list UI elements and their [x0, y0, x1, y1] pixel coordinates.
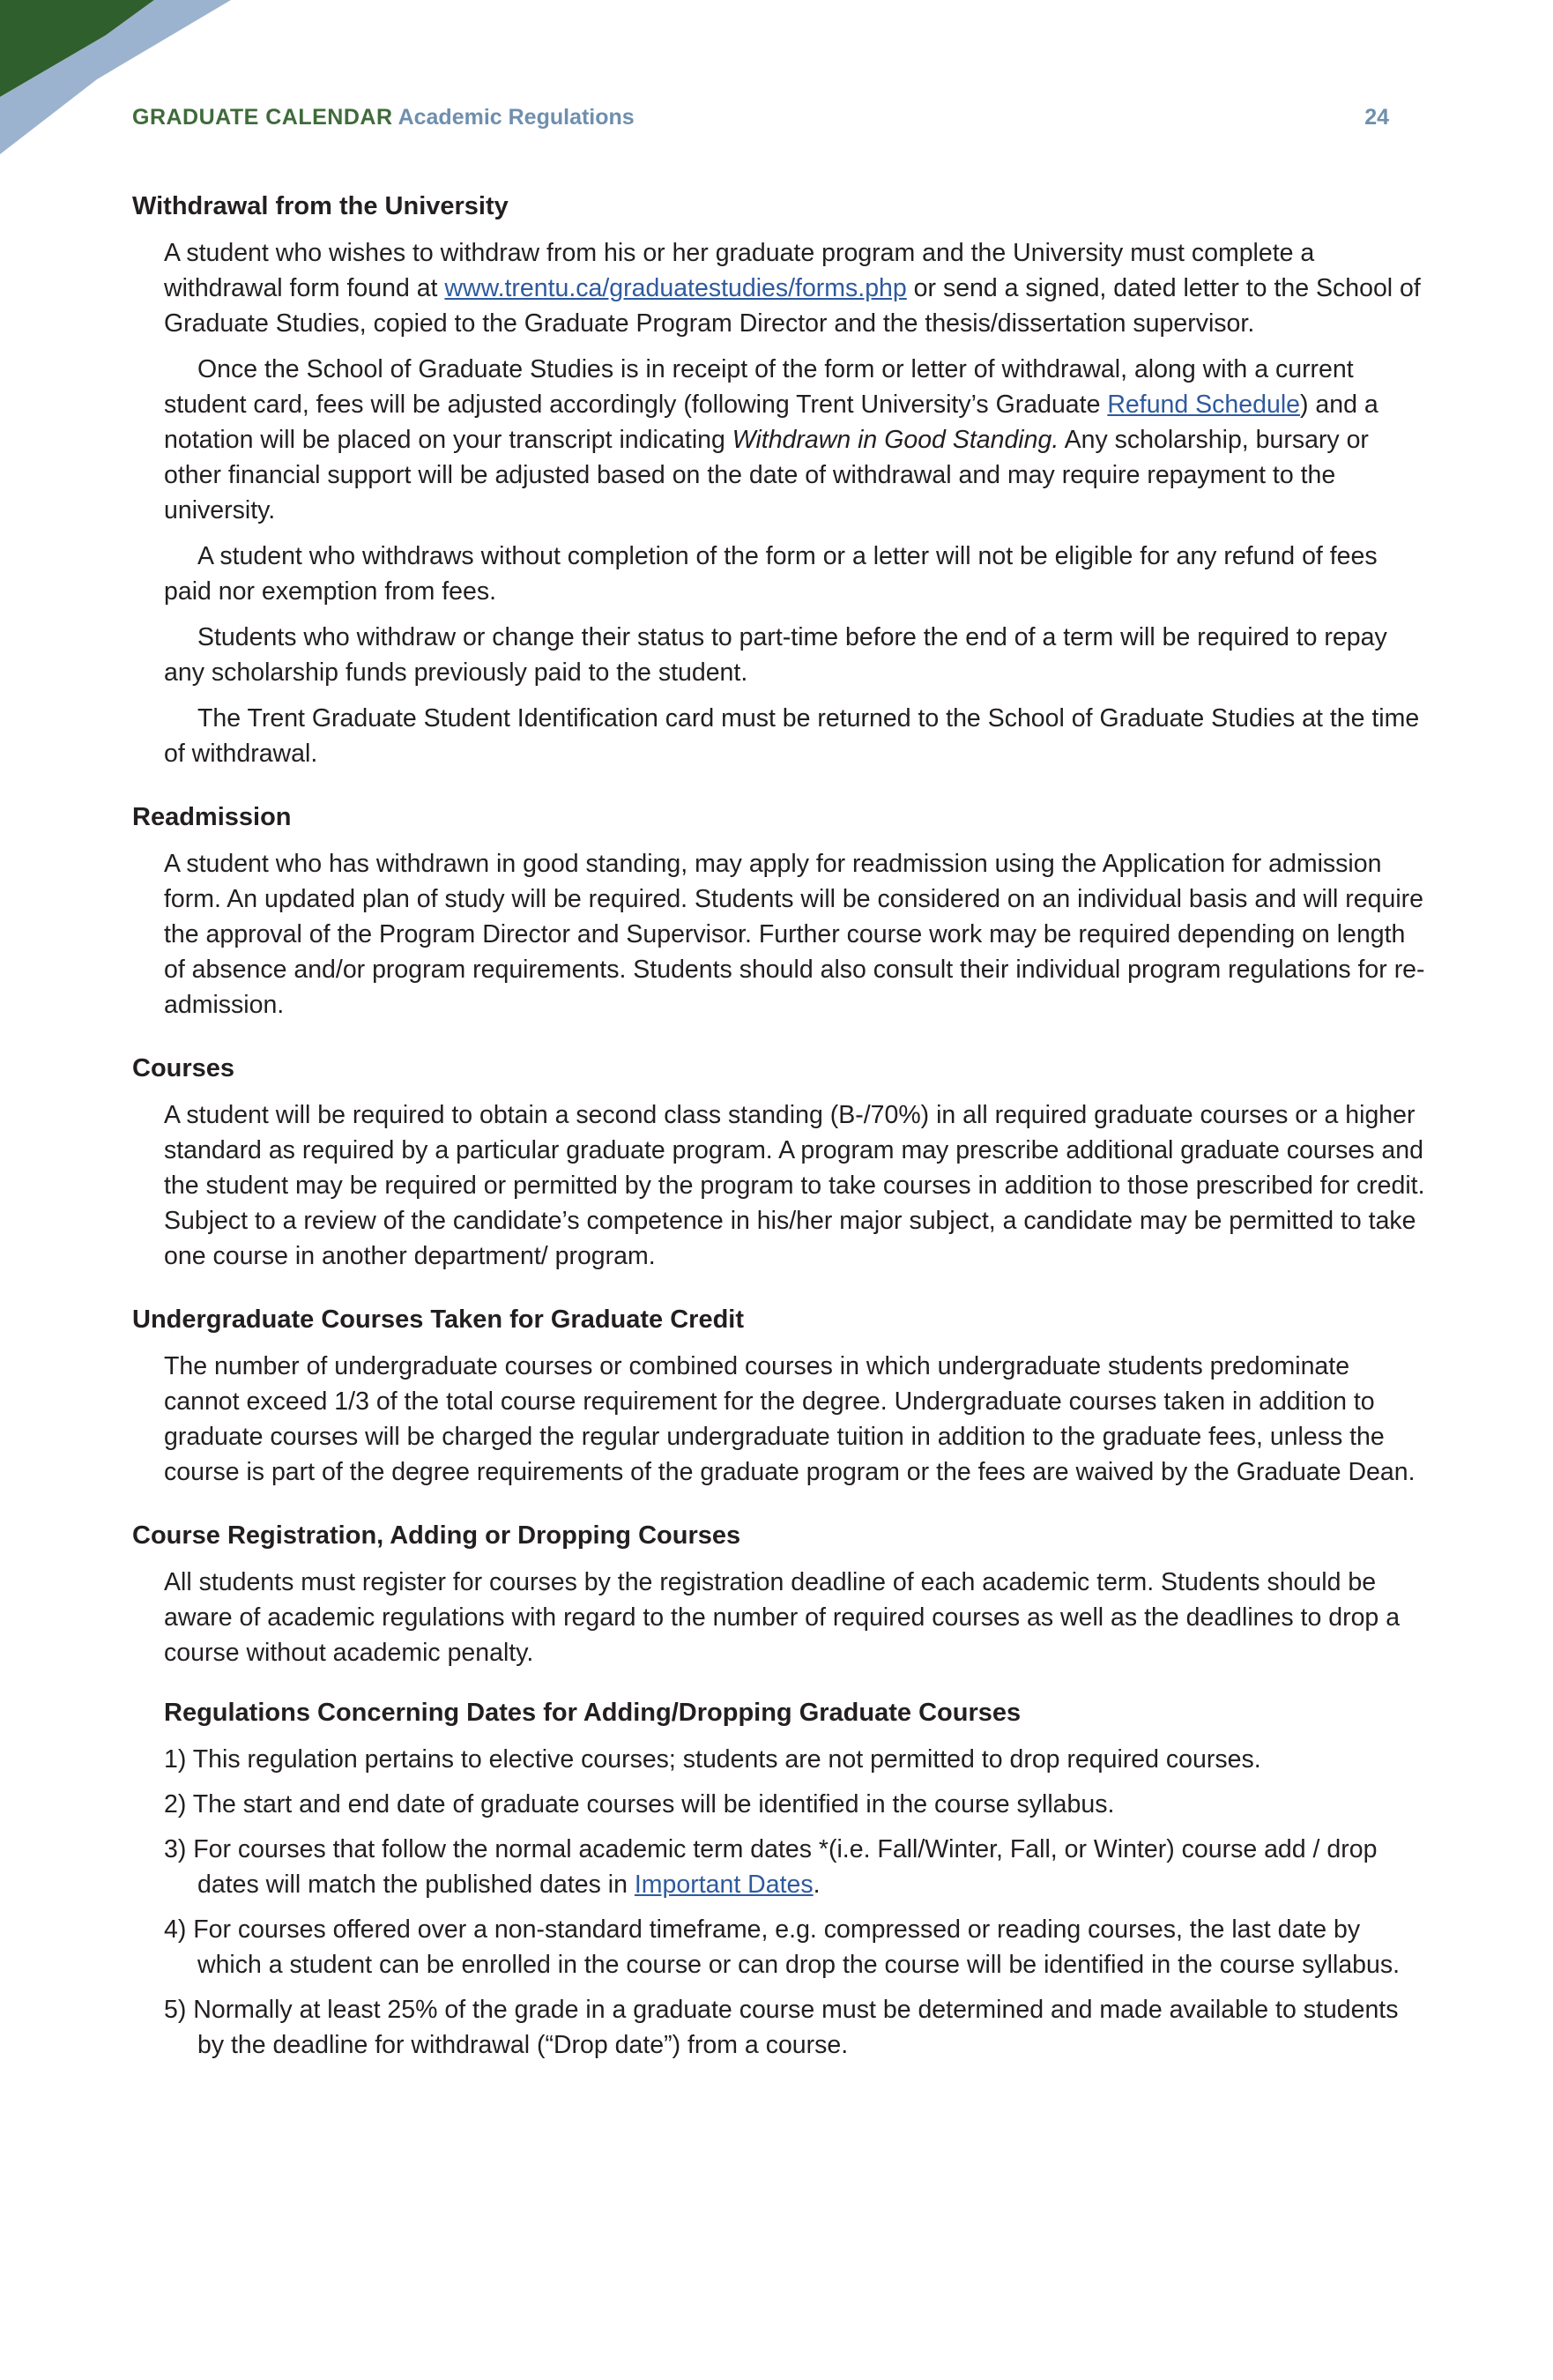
section-undergrad-credit — [132, 1302, 1428, 1490]
list-item — [164, 1832, 1428, 1902]
list-item: 5) Normally at least 25% of the grade in a graduate course must be determined and made available to students by the deadline for withdrawal (“Drop date”) from a course. — [164, 1996, 1399, 2059]
refund-schedule-link[interactable]: Refund Schedule — [1107, 390, 1301, 419]
withdrawal-p1-text-b: or send a signed, dated letter to the School of Graduate Studies, copied to the Graduate Program Director and the thesis/dissertation supervisor. — [164, 274, 1421, 338]
withdrawal-p2-text-b: ) and a notation will be placed on your transcript indicating — [164, 390, 1378, 454]
registration-paragraph: All students must register for courses by the registration deadline of each academic term. Students should be aware of academic regulations with regard to the number of required courses as well as the deadlines to drop a course without academic penalty. — [164, 1568, 1401, 1667]
add-drop-subheading: Regulations Concerning Dates for Adding/Dropping Graduate Courses — [164, 1699, 1022, 1727]
section-label: Academic Regulations — [398, 105, 635, 130]
courses-paragraph: A student will be required to obtain a second class standing (B-/70%) in all required graduate courses or a higher standard as required by a particular graduate program. A program may prescribe additional graduate courses and the student may be required or permitted by the program to take courses in addition to those prescribed for credit. Subject to a review of the candidate’s competence in his/her major subject, a candidate may be permitted to take one course in another department/ program. — [164, 1101, 1425, 1270]
section-readmission — [132, 800, 1428, 1023]
list-item: 2) The start and end date of graduate courses will be identified in the course syllabus. — [164, 1790, 1115, 1818]
withdrawal-paragraph-2 — [164, 352, 1428, 528]
withdrawal-p2-text-a: Once the School of Graduate Studies is in receipt of the form or letter of withdrawal, along with a current student card, fees will be adjusted accordingly (following Trent University’s Graduate — [164, 355, 1354, 419]
corner-decoration — [0, 0, 256, 167]
section-courses — [132, 1051, 1428, 1274]
courses-heading: Courses — [132, 1054, 235, 1082]
withdrawal-p1-text-a: A student who wishes to withdraw from his or her graduate program and the University must complete a withdrawal form found at — [164, 239, 1315, 302]
page-number: 24 — [1364, 105, 1389, 130]
important-dates-link[interactable]: Important Dates — [634, 1871, 814, 1899]
withdrawal-paragraph-5: The Trent Graduate Student Identification card must be returned to the School of Graduate Studies at the time of withdrawal. — [164, 704, 1420, 768]
withdrawal-paragraph-1 — [164, 235, 1428, 341]
withdrawal-paragraph-3: A student who withdraws without completion of the form or a letter will not be eligible for any refund of fees paid nor exemption from fees. — [164, 542, 1378, 606]
forms-link[interactable]: www.trentu.ca/graduatestudies/forms.php — [444, 274, 907, 302]
withdrawal-paragraph-4: Students who withdraw or change their status to part-time before the end of a term will be required to repay any scholarship funds previously paid to the student. — [164, 623, 1387, 687]
item3-text-b: . — [813, 1871, 821, 1899]
page-header — [132, 102, 1389, 132]
withdrawal-heading: Withdrawal from the University — [132, 192, 509, 220]
page-content — [132, 189, 1428, 2091]
list-item: 4) For courses offered over a non-standard timeframe, e.g. compressed or reading courses, the last date by which a student can be enrolled in the course or can drop the course will be identified in the course syllabus. — [164, 1915, 1401, 1979]
calendar-label: GRADUATE CALENDAR — [132, 105, 393, 130]
undergrad-paragraph: The number of undergraduate courses or combined courses in which undergraduate students predominate cannot exceed 1/3 of the total course requirement for the degree. Undergraduate courses taken in addition to graduate courses will be charged the regular undergraduate tuition in addition to the graduate fees, unless the course is part of the degree requirements of the graduate program or the fees are waived by the Graduate Dean. — [164, 1352, 1416, 1486]
add-drop-list — [132, 1742, 1428, 2063]
withdrawal-p2-text-c: Any scholarship, bursary or other financial support will be adjusted based on the date of withdrawal and may require repayment to the university. — [164, 426, 1369, 524]
registration-heading: Course Registration, Adding or Dropping Courses — [132, 1521, 741, 1550]
section-registration — [132, 1518, 1428, 2063]
list-item: 1) This regulation pertains to elective courses; students are not permitted to drop required courses. — [164, 1745, 1261, 1774]
readmission-heading: Readmission — [132, 803, 292, 831]
withdrawn-good-standing-text: Withdrawn in Good Standing. — [732, 426, 1059, 454]
section-withdrawal — [132, 189, 1428, 771]
readmission-paragraph: A student who has withdrawn in good standing, may apply for readmission using the Application for admission form. An updated plan of study will be required. Students will be considered on an individual basis and will require the approval of the Program Director and Supervisor. Further course work may be required depending on length of absence and/or program requirements. Students should also consult their individual program regulations for re-admission. — [164, 850, 1425, 1019]
undergrad-heading: Undergraduate Courses Taken for Graduate Credit — [132, 1305, 745, 1334]
item3-text-a: 3) For courses that follow the normal academic term dates *(i.e. Fall/Winter, Fall, or Winter) course add / drop dates will match the published dates in — [164, 1835, 1378, 1899]
